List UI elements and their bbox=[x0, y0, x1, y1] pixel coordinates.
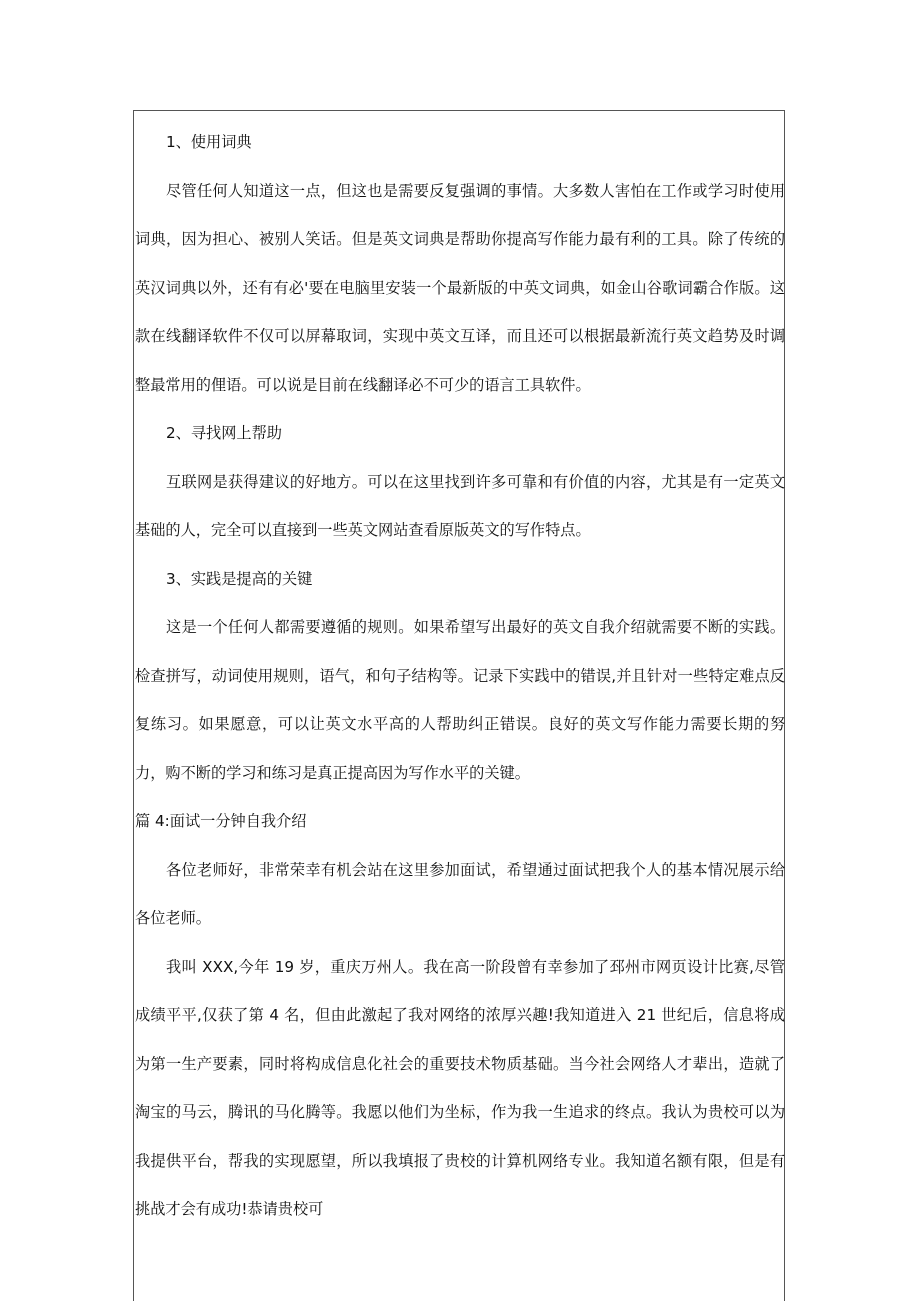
heading-use-dictionary: 1、使用词典 bbox=[166, 133, 252, 151]
paragraph-self-intro: 我叫 XXX,今年 19 岁，重庆万州人。我在高一阶段曾有幸参加了邳州市网页设计比赛,尽管成绩平平,仅获了第 4 名，但由此激起了我对网络的浓厚兴趣!我知道进入 21 世纪后，信息将成为第一生产要素，同时将构成信息化社会的重要技术物质基础。当今社会网络人才辈出，造就了淘宝的马云，腾讯的马化腾等。我愿以他们为坐标，作为我一生追求的终点。我认为贵校可以为我提供平台，帮我的实现愿望，所以我填报了贵校的计算机网络专业。我知道名额有限，但是有挑战才会有成功!恭请贵校可 bbox=[135, 957, 785, 1218]
heading-online-help: 2、寻找网上帮助 bbox=[166, 424, 282, 442]
paragraph-greeting: 各位老师好，非常荣幸有机会站在这里参加面试，希望通过面试把我个人的基本情况展示给各位老师。 bbox=[135, 860, 785, 927]
document-body bbox=[135, 118, 785, 1234]
heading-practice: 3、实践是提高的关键 bbox=[166, 569, 313, 588]
section-title-interview: 篇 4:面试一分钟自我介绍 bbox=[135, 812, 307, 830]
paragraph-online-help: 互联网是获得建议的好地方。可以在这里找到许多可靠和有价值的内容，尤其是有一定英文基础的人，完全可以直接到一些英文网站查看原版英文的写作特点。 bbox=[135, 472, 785, 539]
paragraph-dictionary: 尽管任何人知道这一点，但这也是需要反复强调的事情。大多数人害怕在工作或学习时使用词典，因为担心、被别人笑话。但是英文词典是帮助你提高写作能力最有利的工具。除了传统的英汉词典以外，还有有必'要在电脑里安装一个最新版的中英文词典，如金山谷歌词霸合作版。这款在线翻译软件不仅可以屏幕取词，实现中英文互译，而且还可以根据最新流行英文趋势及时调整最常用的俚语。可以说是目前在线翻译必不可少的语言工具软件。 bbox=[135, 181, 785, 394]
paragraph-practice: 这是一个任何人都需要遵循的规则。如果希望写出最好的英文自我介绍就需要不断的实践。检查拼写，动词使用规则，语气，和句子结构等。记录下实践中的错误,并且针对一些特定难点反复练习。如果愿意，可以让英文水平高的人帮助纠正错误。良好的英文写作能力需要长期的努力，购不断的学习和练习是真正提高因为写作水平的关键。 bbox=[135, 618, 785, 782]
